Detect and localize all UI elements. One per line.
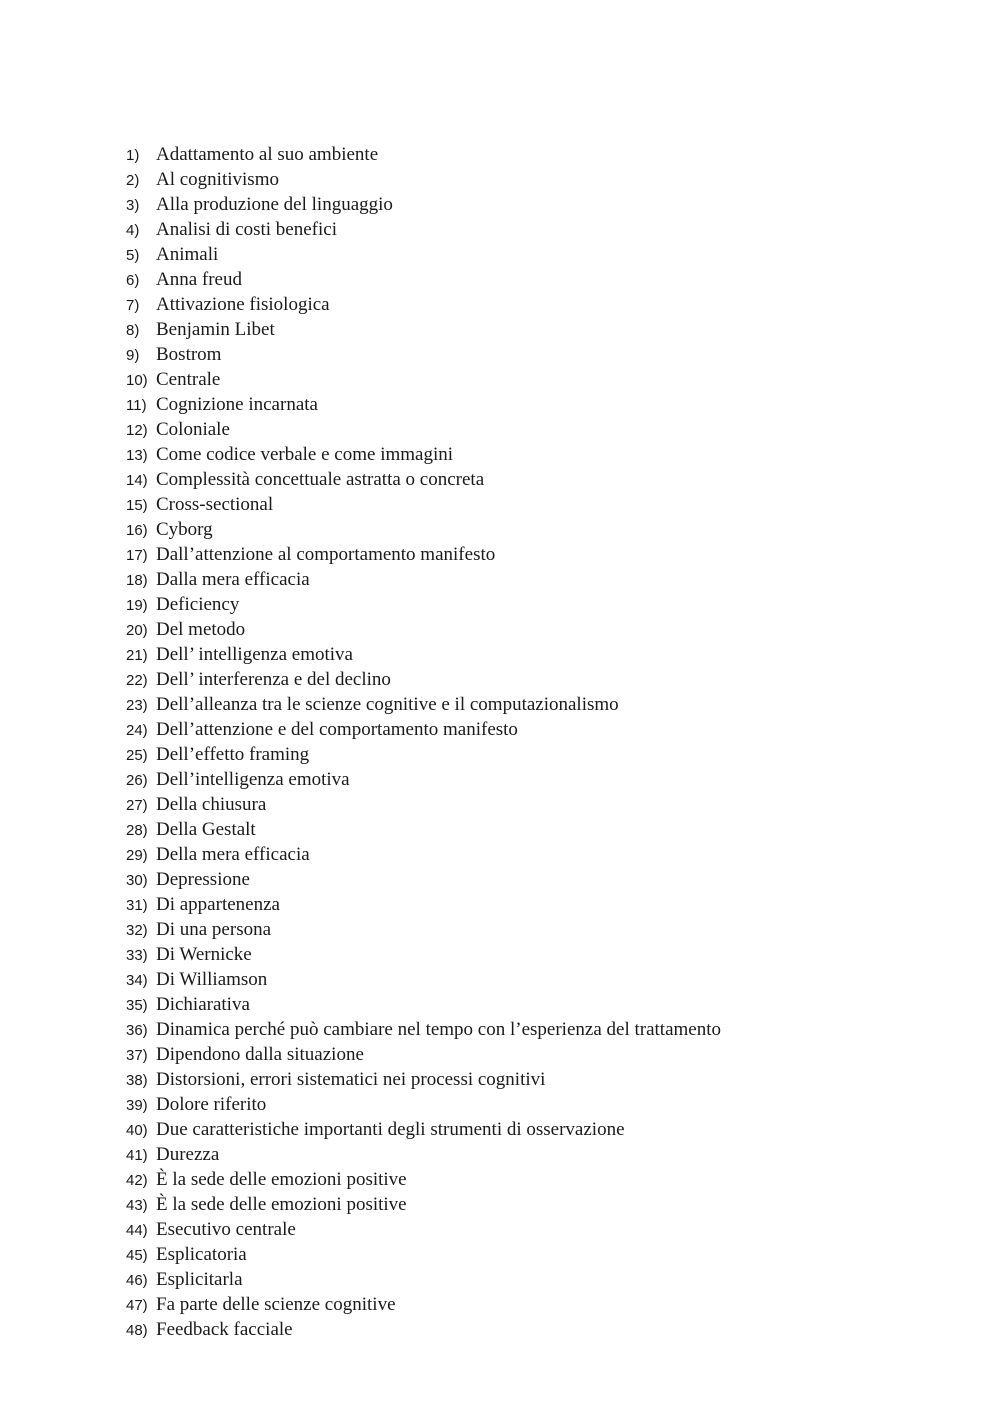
list-item-number: 45) <box>126 1247 148 1264</box>
list-item-number: 22) <box>126 672 148 689</box>
list-item-text: Cross-sectional <box>156 494 274 515</box>
list-item <box>126 1017 721 1042</box>
list-item-text: Dichiarativa <box>156 994 250 1015</box>
list-item-number: 20) <box>126 622 148 639</box>
list-item-number: 46) <box>126 1272 148 1289</box>
list-item-number: 26) <box>126 772 148 789</box>
list-item-text: Dell’effetto framing <box>156 744 310 765</box>
list-item <box>126 1142 721 1167</box>
list-item-text: Dolore riferito <box>156 1094 267 1115</box>
list-item-number: 37) <box>126 1047 148 1064</box>
list-item-text: Complessità concettuale astratta o concreta <box>156 469 485 490</box>
list-item <box>126 942 721 967</box>
list-item <box>126 1167 721 1192</box>
list-item-number: 23) <box>126 697 148 714</box>
list-item-number: 10) <box>126 372 148 389</box>
list-item-number: 21) <box>126 647 148 664</box>
list-item <box>126 392 721 417</box>
list-item-text: Al cognitivismo <box>156 169 279 190</box>
list-item <box>126 492 721 517</box>
list-item <box>126 1292 721 1317</box>
list-item-text: Esecutivo centrale <box>156 1219 296 1240</box>
list-item-text: Adattamento al suo ambiente <box>156 144 379 165</box>
list-item <box>126 767 721 792</box>
list-item-text: Attivazione fisiologica <box>156 294 330 315</box>
list-item-number: 48) <box>126 1322 148 1339</box>
list-item-number: 43) <box>126 1197 148 1214</box>
list-item-text: Del metodo <box>156 619 246 640</box>
list-item <box>126 967 721 992</box>
list-item-text: Come codice verbale e come immagini <box>156 444 454 465</box>
list-item-number: 9) <box>126 347 140 364</box>
list-item-text: Feedback facciale <box>156 1319 293 1340</box>
list-item <box>126 717 721 742</box>
list-item-text: Analisi di costi benefici <box>156 219 337 240</box>
list-item-number: 14) <box>126 472 148 489</box>
list-item-text: Deficiency <box>156 594 240 615</box>
list-item-number: 31) <box>126 897 148 914</box>
list-item <box>126 1242 721 1267</box>
list-item-text: Distorsioni, errori sistematici nei processi cognitivi <box>156 1069 546 1090</box>
list-item <box>126 842 721 867</box>
answer-list <box>126 142 721 1342</box>
list-item <box>126 992 721 1017</box>
list-item <box>126 442 721 467</box>
list-item-text: Animali <box>156 244 219 265</box>
list-item-text: Fa parte delle scienze cognitive <box>156 1294 396 1315</box>
list-item-number: 25) <box>126 747 148 764</box>
list-item-number: 17) <box>126 547 148 564</box>
list-item <box>126 217 721 242</box>
list-item-text: È la sede delle emozioni positive <box>156 1169 407 1190</box>
list-item-number: 47) <box>126 1297 148 1314</box>
list-item <box>126 642 721 667</box>
list-item <box>126 342 721 367</box>
list-item-text: È la sede delle emozioni positive <box>156 1194 407 1215</box>
list-item-text: Depressione <box>156 869 250 890</box>
list-item-text: Della Gestalt <box>156 819 256 840</box>
list-item-text: Dell’ intelligenza emotiva <box>156 644 353 665</box>
list-item-text: Di appartenenza <box>156 894 280 915</box>
list-item-text: Cognizione incarnata <box>156 394 318 415</box>
list-item <box>126 1067 721 1092</box>
list-item-number: 16) <box>126 522 148 539</box>
list-item <box>126 892 721 917</box>
list-item-number: 40) <box>126 1122 148 1139</box>
list-item-number: 13) <box>126 447 148 464</box>
list-item <box>126 542 721 567</box>
list-item-number: 15) <box>126 497 148 514</box>
list-item-number: 1) <box>126 147 140 164</box>
list-item <box>126 1317 721 1342</box>
list-item <box>126 592 721 617</box>
list-item-text: Benjamin Libet <box>156 319 275 340</box>
list-item-number: 6) <box>126 272 140 289</box>
list-item <box>126 1192 721 1217</box>
list-item-text: Dalla mera efficacia <box>156 569 310 590</box>
list-item-number: 5) <box>126 247 140 264</box>
list-item <box>126 142 721 167</box>
list-item-text: Bostrom <box>156 344 222 365</box>
list-item-number: 12) <box>126 422 148 439</box>
list-item-text: Di Wernicke <box>156 944 252 965</box>
list-item <box>126 292 721 317</box>
list-item <box>126 192 721 217</box>
list-item <box>126 567 721 592</box>
list-item-text: Due caratteristiche importanti degli strumenti di osservazione <box>156 1119 625 1140</box>
list-item-text: Dell’alleanza tra le scienze cognitive e il computazionalismo <box>156 694 619 715</box>
list-item-text: Di una persona <box>156 919 272 940</box>
list-item-number: 29) <box>126 847 148 864</box>
list-item-number: 41) <box>126 1147 148 1164</box>
list-item-text: Di Williamson <box>156 969 268 990</box>
list-item-text: Durezza <box>156 1144 220 1165</box>
list-item-text: Anna freud <box>156 269 242 290</box>
list-item-text: Della mera efficacia <box>156 844 310 865</box>
list-item-number: 34) <box>126 972 148 989</box>
list-item <box>126 1217 721 1242</box>
list-item-number: 28) <box>126 822 148 839</box>
list-item-text: Cyborg <box>156 519 213 540</box>
list-item-text: Dipendono dalla situazione <box>156 1044 364 1065</box>
list-item-text: Dall’attenzione al comportamento manifesto <box>156 544 496 565</box>
list-item <box>126 517 721 542</box>
list-item <box>126 467 721 492</box>
list-item-number: 8) <box>126 322 140 339</box>
list-item-number: 33) <box>126 947 148 964</box>
list-item <box>126 267 721 292</box>
list-item <box>126 792 721 817</box>
list-item-number: 30) <box>126 872 148 889</box>
list-item-number: 44) <box>126 1222 148 1239</box>
list-item-text: Coloniale <box>156 419 230 440</box>
list-item-number: 19) <box>126 597 148 614</box>
list-item <box>126 817 721 842</box>
list-item <box>126 1267 721 1292</box>
list-item <box>126 242 721 267</box>
list-item-text: Dell’attenzione e del comportamento manifesto <box>156 719 518 740</box>
list-item-number: 42) <box>126 1172 148 1189</box>
list-item <box>126 692 721 717</box>
list-item <box>126 1092 721 1117</box>
list-item <box>126 667 721 692</box>
list-item-number: 18) <box>126 572 148 589</box>
list-item <box>126 367 721 392</box>
list-item-number: 36) <box>126 1022 148 1039</box>
list-item-text: Dell’intelligenza emotiva <box>156 769 350 790</box>
list-item-number: 11) <box>126 397 147 414</box>
list-item-text: Dell’ interferenza e del declino <box>156 669 391 690</box>
list-item-text: Della chiusura <box>156 794 267 815</box>
list-item-number: 4) <box>126 222 140 239</box>
list-item <box>126 867 721 892</box>
list-item-text: Alla produzione del linguaggio <box>156 194 393 215</box>
list-item <box>126 1117 721 1142</box>
list-item-text: Dinamica perché può cambiare nel tempo con l’esperienza del trattamento <box>156 1019 721 1040</box>
list-item-number: 7) <box>126 297 140 314</box>
list-item-number: 2) <box>126 172 140 189</box>
list-item-text: Esplicatoria <box>156 1244 247 1265</box>
list-item <box>126 917 721 942</box>
list-item-number: 35) <box>126 997 148 1014</box>
list-item <box>126 167 721 192</box>
list-item-number: 38) <box>126 1072 148 1089</box>
list-item <box>126 617 721 642</box>
list-item <box>126 1042 721 1067</box>
list-item <box>126 417 721 442</box>
list-item-number: 27) <box>126 797 148 814</box>
list-item-number: 32) <box>126 922 148 939</box>
list-item-number: 3) <box>126 197 140 214</box>
list-item <box>126 317 721 342</box>
list-item-number: 39) <box>126 1097 148 1114</box>
list-item-text: Esplicitarla <box>156 1269 243 1290</box>
list-item-number: 24) <box>126 722 148 739</box>
list-item-text: Centrale <box>156 369 221 390</box>
list-item <box>126 742 721 767</box>
